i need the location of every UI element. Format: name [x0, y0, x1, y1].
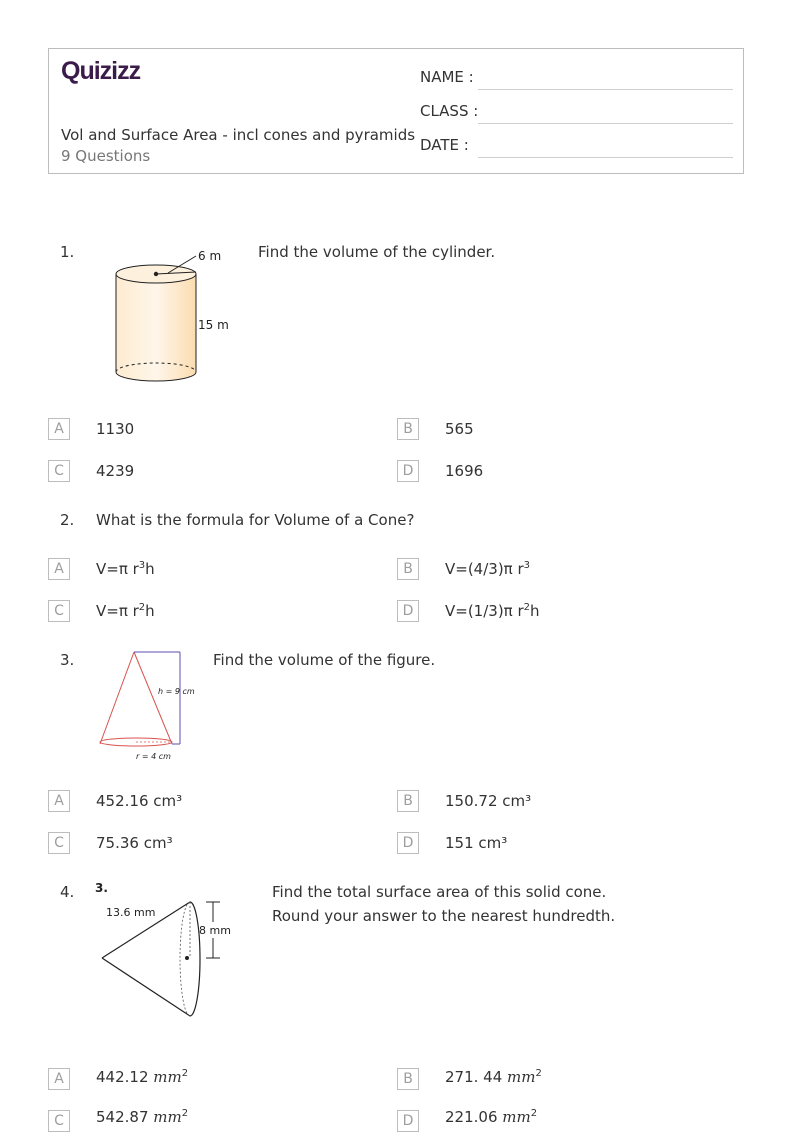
cone-height-label: h = 9 cm — [158, 687, 195, 696]
figure-corner-label: 3. — [95, 881, 108, 895]
worksheet-header — [48, 48, 744, 174]
name-label: NAME : — [420, 68, 474, 86]
name-line[interactable] — [478, 89, 733, 90]
q4-option-a-box[interactable]: A — [48, 1068, 70, 1090]
q1-option-c-box[interactable]: C — [48, 460, 70, 482]
q1-option-a-text: 1130 — [96, 420, 135, 438]
q4-option-d-box[interactable]: D — [397, 1110, 419, 1132]
question-count: 9 Questions — [61, 147, 151, 165]
q4-option-b-text: 271. 44 $mm^2$ — [445, 1068, 542, 1086]
question-4-text-line-1: Find the total surface area of this solid cone. — [272, 883, 607, 901]
worksheet-title: Vol and Surface Area - incl cones and pyramids — [61, 126, 416, 144]
question-1-text: Find the volume of the cylinder. — [258, 243, 496, 261]
question-4-number: 4. — [60, 883, 75, 901]
cone-diameter-label: 8 mm — [199, 924, 231, 937]
cone-radius-label: r = 4 cm — [136, 752, 171, 761]
q3-option-b-box[interactable]: B — [397, 790, 419, 812]
q3-option-a-text: 452.16 cm³ — [96, 792, 183, 810]
q1-option-d-text: 1696 — [445, 462, 484, 480]
q1-option-d-box[interactable]: D — [397, 460, 419, 482]
cone-slant-label: 13.6 mm — [106, 906, 156, 919]
q3-option-b-text: 150.72 cm³ — [445, 792, 532, 810]
quizizz-logo: Quizizz — [61, 57, 141, 85]
q2-option-c-text: V=π $r^2h$ — [96, 602, 155, 620]
question-2-number: 2. — [60, 511, 75, 529]
solid-cone-figure — [92, 880, 242, 1025]
cylinder-radius-label: 6 m — [198, 249, 222, 263]
q3-option-d-text: 151 cm³ — [445, 834, 508, 852]
q1-option-b-text: 565 — [445, 420, 474, 438]
question-4-text-line-2: Round your answer to the nearest hundredth. — [272, 907, 616, 925]
cylinder-figure — [110, 244, 240, 389]
question-3-text: Find the volume of the figure. — [213, 651, 436, 669]
q3-option-a-box[interactable]: A — [48, 790, 70, 812]
q1-option-a-box[interactable]: A — [48, 418, 70, 440]
q2-option-a-text: V=π $r^3h$ — [96, 560, 155, 578]
q2-option-a-box[interactable]: A — [48, 558, 70, 580]
q2-option-b-text: V=(4/3)π $r^3$ — [445, 560, 531, 578]
q2-option-b-box[interactable]: B — [397, 558, 419, 580]
q3-option-c-text: 75.36 cm³ — [96, 834, 173, 852]
class-label: CLASS : — [420, 102, 479, 120]
question-1-number: 1. — [60, 243, 75, 261]
q1-option-b-box[interactable]: B — [397, 418, 419, 440]
q3-option-d-box[interactable]: D — [397, 832, 419, 854]
q1-option-c-text: 4239 — [96, 462, 135, 480]
question-3-number: 3. — [60, 651, 75, 669]
cone-figure — [96, 648, 206, 764]
q4-option-b-box[interactable]: B — [397, 1068, 419, 1090]
q4-option-a-text: 442.12 $mm^2$ — [96, 1068, 189, 1086]
date-line[interactable] — [478, 157, 733, 158]
q4-option-d-text: 221.06 $mm^2$ — [445, 1108, 538, 1126]
question-2-text: What is the formula for Volume of a Cone? — [96, 511, 415, 529]
cylinder-height-label: 15 m — [198, 318, 229, 332]
q2-option-c-box[interactable]: C — [48, 600, 70, 622]
class-line[interactable] — [478, 123, 733, 124]
q2-option-d-box[interactable]: D — [397, 600, 419, 622]
q3-option-c-box[interactable]: C — [48, 832, 70, 854]
q4-option-c-box[interactable]: C — [48, 1110, 70, 1132]
q4-option-c-text: 542.87 $mm^2$ — [96, 1108, 189, 1126]
q2-option-d-text: V=(1/3)π $r^2h$ — [445, 602, 540, 620]
date-label: DATE : — [420, 136, 469, 154]
